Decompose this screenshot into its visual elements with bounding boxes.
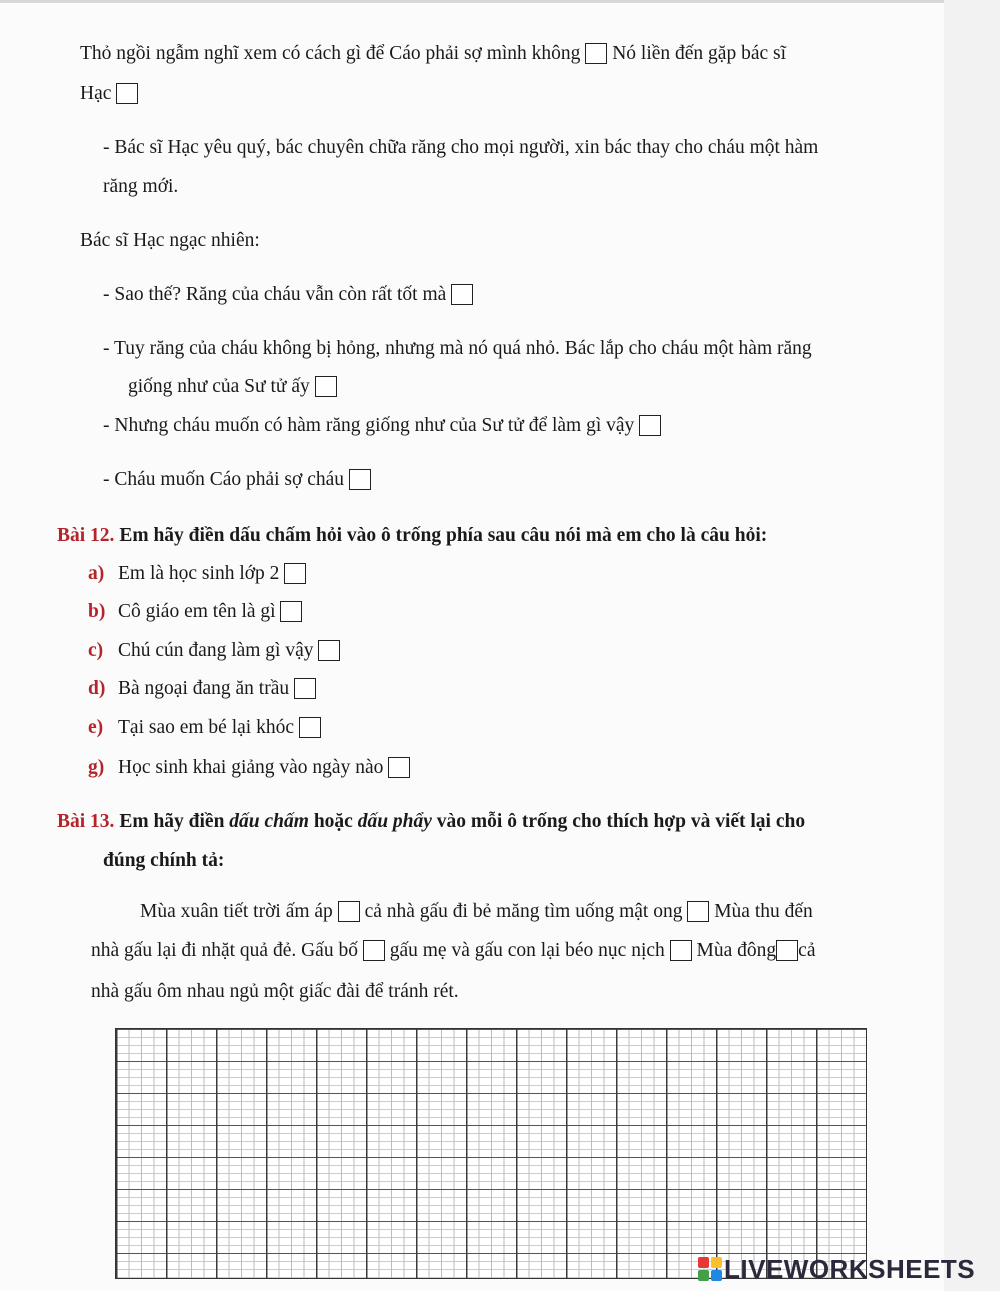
text: gấu mẹ và gấu con lại béo nục nịch [389, 940, 665, 961]
answer-box-12b[interactable] [280, 601, 302, 622]
answer-box-3[interactable] [451, 284, 473, 305]
text: giống như của Sư tử ấy [128, 376, 310, 397]
item-letter: e) [88, 717, 104, 738]
exercise-label: Bài 13. [57, 811, 115, 832]
story-line-4: răng mới. [103, 176, 179, 197]
text: Mùa xuân tiết trời ấm áp [140, 901, 333, 922]
answer-box-6[interactable] [349, 469, 371, 490]
answer-box-13-3[interactable] [363, 940, 385, 961]
bai13-heading-line2: đúng chính tả: [103, 850, 225, 871]
bai13-para-line-1 [140, 900, 813, 924]
item-letter: a) [88, 563, 105, 584]
text: nhà gấu lại đi nhặt quả đẻ. Gấu bố [91, 940, 358, 961]
answer-box-13-2[interactable] [687, 901, 709, 922]
answer-box-12e[interactable] [299, 717, 321, 738]
answer-box-13-1[interactable] [338, 901, 360, 922]
instruction-part: vào mỗi ô trống cho thích hợp và viết lại cho [436, 811, 806, 832]
logo-text: LIVEWORKSHEETS [724, 1254, 976, 1284]
item-text: Học sinh khai giảng vào ngày nào [118, 757, 384, 778]
story-line-5: Bác sĩ Hạc ngạc nhiên: [80, 230, 260, 251]
logo-blocks-icon [698, 1257, 722, 1287]
instruction-part: hoặc [313, 811, 353, 832]
instruction-part: dấu chấm [229, 811, 309, 832]
story-line-3: - Bác sĩ Hạc yêu quý, bác chuyên chữa răng cho mọi người, xin bác thay cho cháu một hàm [103, 137, 819, 158]
answer-box-12g[interactable] [388, 757, 410, 778]
bai12-item-e [88, 716, 321, 740]
text: - Nhưng cháu muốn có hàm răng giống như của Sư tử để làm gì vậy [103, 415, 635, 436]
story-line-6 [103, 283, 473, 307]
story-line-8 [128, 375, 337, 399]
bai12-item-a [88, 562, 306, 586]
answer-box-12c[interactable] [318, 640, 340, 661]
text: Nó liền đến gặp bác sĩ [612, 43, 787, 64]
text: Mùa đông [696, 940, 777, 961]
item-text: Em là học sinh lớp 2 [118, 563, 280, 584]
exercise-label: Bài 12. [57, 525, 115, 546]
answer-box-2[interactable] [116, 83, 138, 104]
logo-block [711, 1257, 722, 1268]
liveworksheets-logo [698, 1254, 975, 1287]
bai13-heading [57, 810, 805, 834]
answer-box-4[interactable] [315, 376, 337, 397]
bai13-para-line-3: nhà gấu ôm nhau ngủ một giấc đài để tránh rét. [91, 981, 459, 1002]
logo-block [698, 1270, 709, 1281]
item-letter: d) [88, 678, 106, 699]
top-edge [0, 0, 1000, 3]
item-letter: g) [88, 757, 105, 778]
logo-block [698, 1257, 709, 1268]
bai12-item-c [88, 639, 340, 663]
story-line-9 [103, 414, 661, 438]
text: cả nhà gấu đi bẻ măng tìm uống mật ong [364, 901, 683, 922]
bai13-para-line-2 [91, 939, 815, 963]
answer-box-1[interactable] [585, 43, 607, 64]
answer-box-13-5[interactable] [776, 940, 798, 961]
item-letter: c) [88, 640, 104, 661]
bai12-item-b [88, 600, 302, 624]
answer-box-5[interactable] [639, 415, 661, 436]
logo-block [711, 1270, 722, 1281]
text: - Sao thế? Răng của cháu vẫn còn rất tốt mà [103, 284, 447, 305]
instruction-part: dấu phẩy [357, 811, 432, 832]
answer-box-13-4[interactable] [670, 940, 692, 961]
story-line-1 [80, 42, 786, 66]
instruction-part: Em hãy điền [119, 811, 225, 832]
story-line-2 [80, 82, 138, 106]
item-text: Bà ngoại đang ăn trầu [118, 678, 290, 699]
story-line-10 [103, 468, 371, 492]
bai12-item-d [88, 677, 316, 701]
text: Hạc [80, 83, 112, 104]
answer-box-12d[interactable] [294, 678, 316, 699]
bai12-heading [57, 524, 767, 548]
bai12-item-g [88, 756, 410, 780]
story-line-7: - Tuy răng của cháu không bị hỏng, nhưng mà nó quá nhỏ. Bác lắp cho cháu một hàm răng [103, 338, 812, 359]
writing-grid[interactable] [115, 1028, 867, 1279]
text: Thỏ ngồi ngẫm nghĩ xem có cách gì để Cáo phải sợ mình không [80, 43, 581, 64]
item-text: Cô giáo em tên là gì [118, 601, 276, 622]
exercise-instruction: Em hãy điền dấu chấm hỏi vào ô trống phía sau câu nói mà em cho là câu hỏi: [119, 525, 768, 546]
text: - Cháu muốn Cáo phải sợ cháu [103, 469, 345, 490]
text: Mùa thu đến [714, 901, 813, 922]
answer-box-12a[interactable] [284, 563, 306, 584]
item-letter: b) [88, 601, 106, 622]
text: cả [798, 940, 816, 961]
item-text: Tại sao em bé lại khóc [118, 717, 294, 738]
page-edge [944, 0, 1000, 1291]
item-text: Chú cún đang làm gì vậy [118, 640, 314, 661]
